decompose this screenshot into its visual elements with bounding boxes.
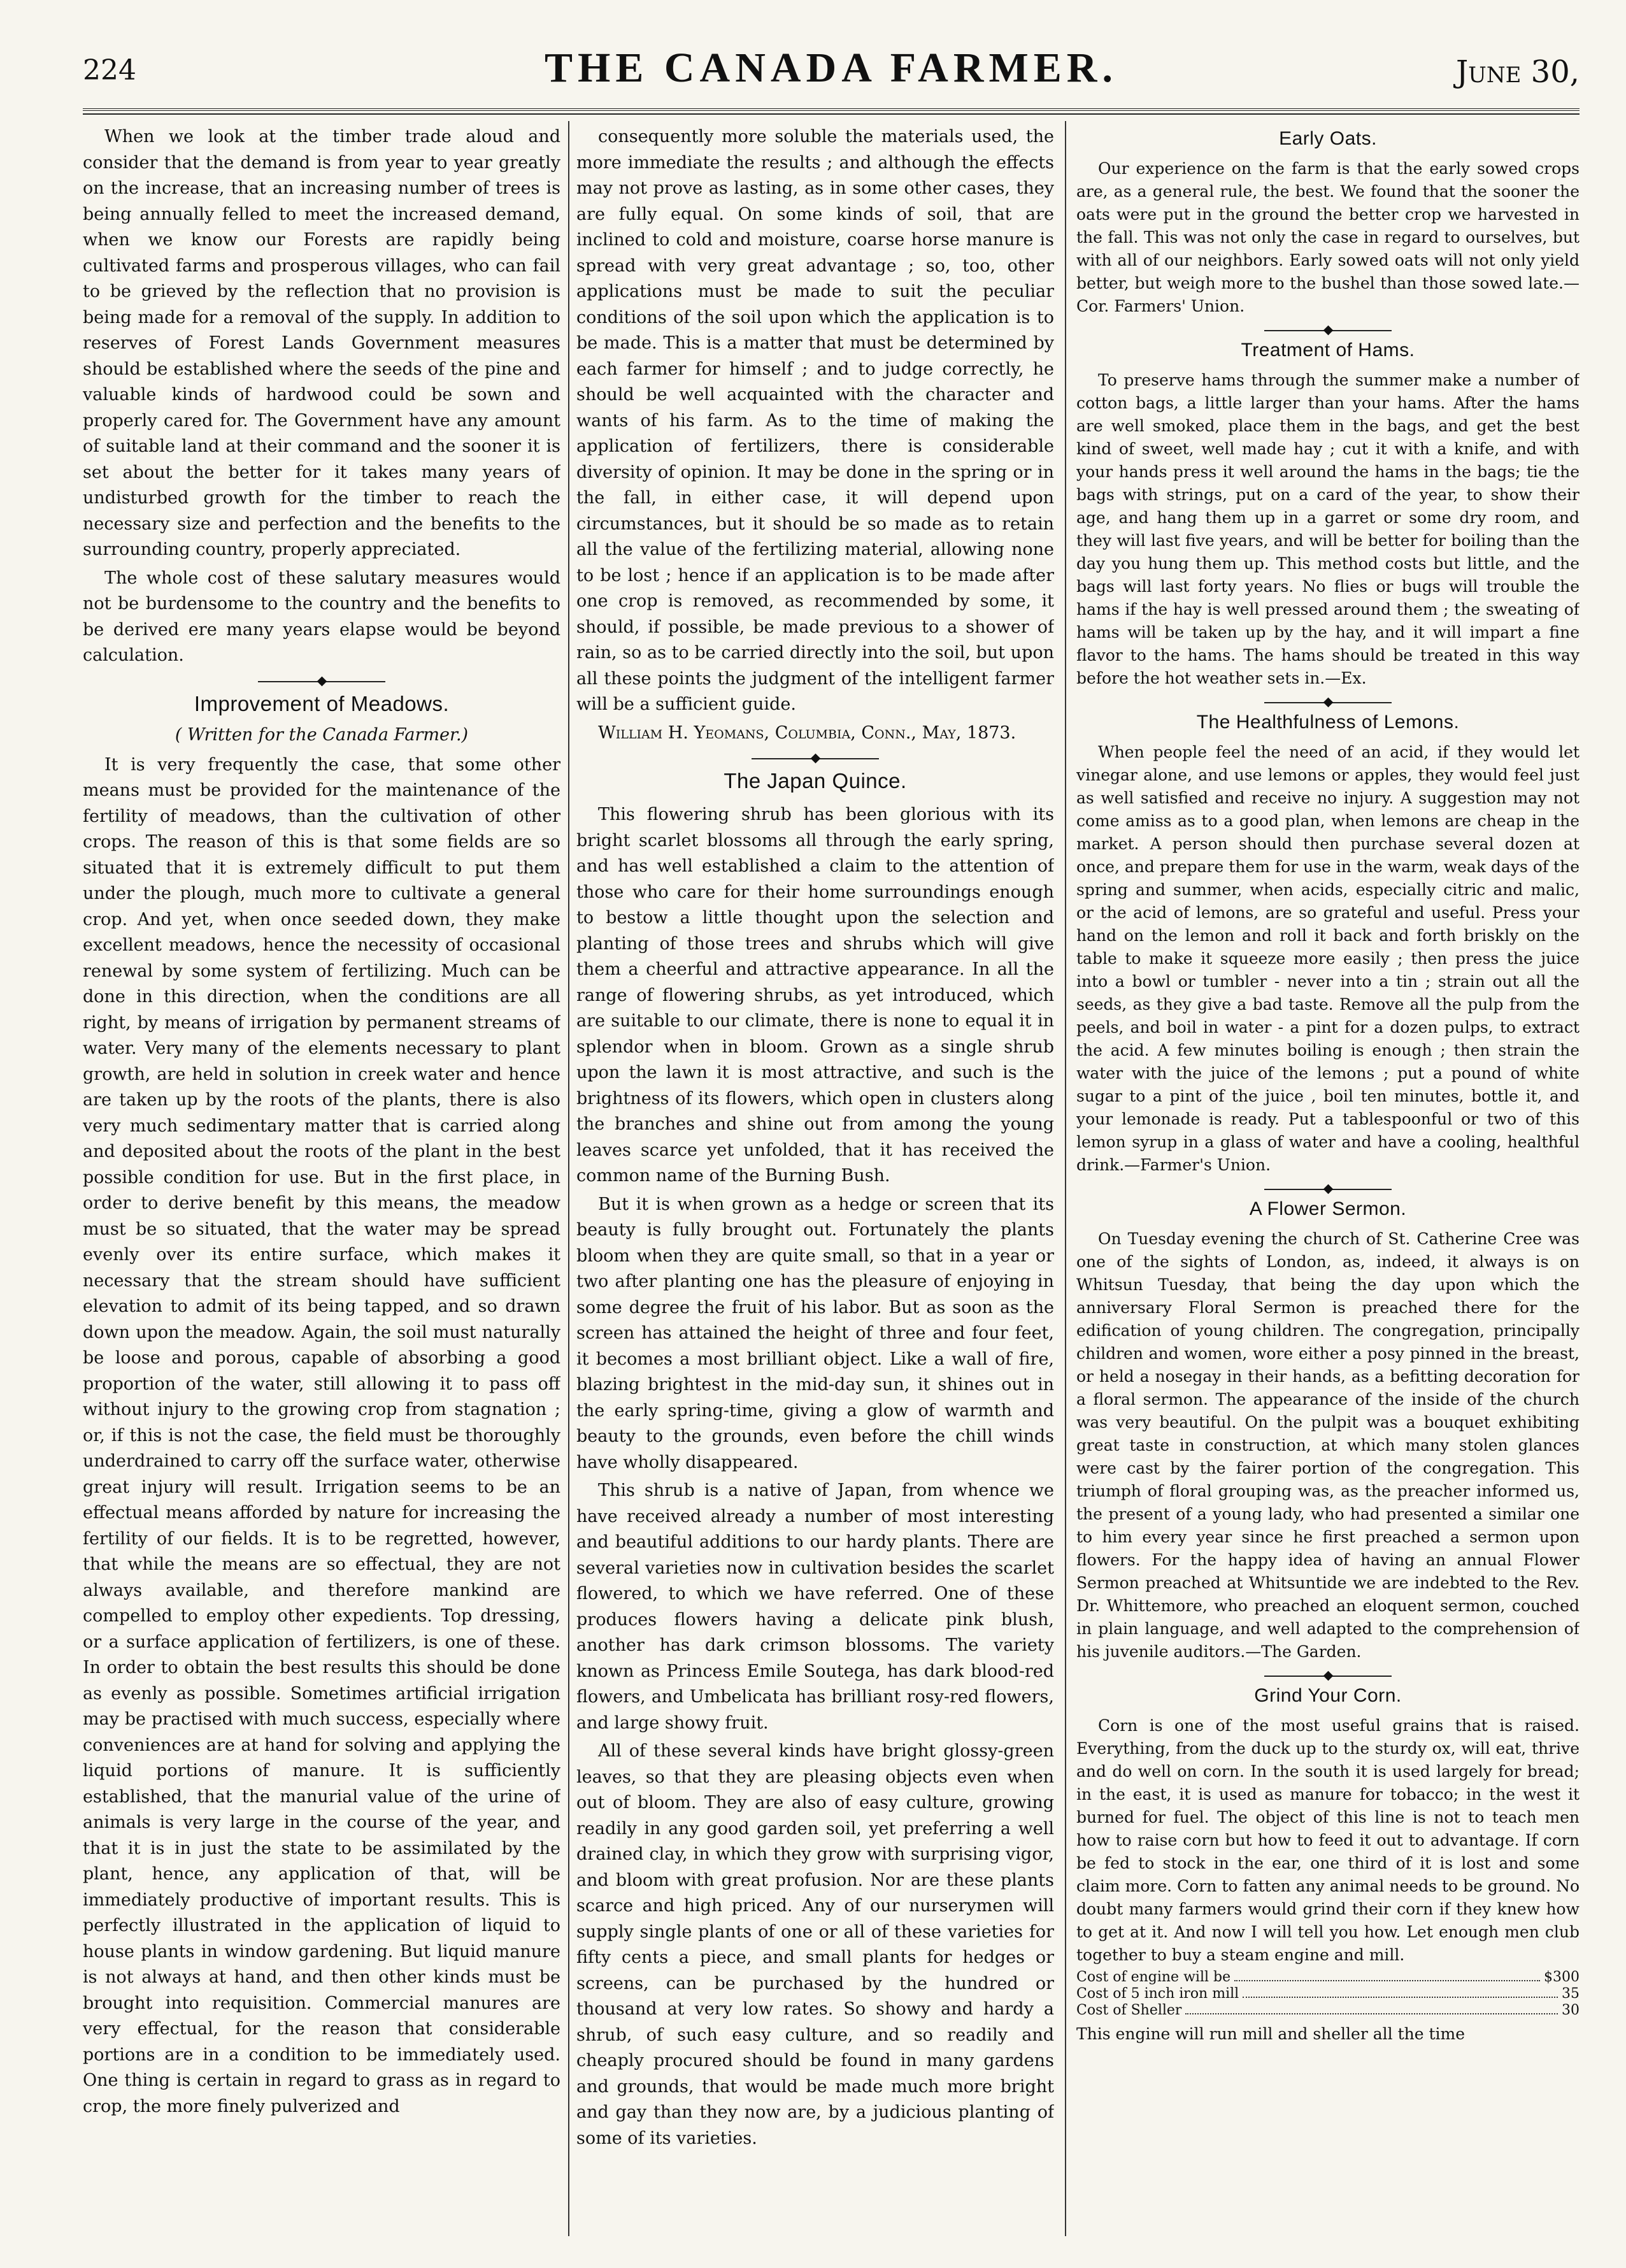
paragraph: Our experience on the farm is that the early sowed crops are, as a general rule, the best. We found that the sooner the oats were put in the ground the better crop we harvested in the fall. This was not only the case in regard to ourselves, but with all of our neighbors. Early sowed oats will not only yield better, but weigh more to the bushel than those sowed late.—Cor. Farmers' Union.: [1076, 159, 1580, 315]
column-left: [83, 124, 560, 2230]
article-heading-meadows: Improvement of Meadows.: [194, 691, 450, 715]
paragraph: All of these several kinds have bright glossy-green leaves, so that they are pleasing objects even when out of bloom. They are also of easy culture, growing readily in any good garden soil, yet preferring a well drained clay, in which they grow with surprising vigor, and bloom with great profusion. Nor are these plants scarce and high priced. Any of our nurserymen will supply single plants of one or all of these varieties for fifty cents a piece, and small plants for hedges or screens, can be purchased by the hundred or thousand at very low rates. So showy and hardy a shrub, of such easy culture, and so readily and cheaply procured should be found in many gardens and grounds, that would be made much more bright and gay than they now are, by a judicious planting of some of its varieties.: [576, 1741, 1054, 2148]
paragraph: This shrub is a native of Japan, from whence we have received already a number of most interesting and beautiful additions to our hardy plants. There are several varieties now in cultivation besides the scarlet flowered, to which we have referred. One of these produces flowers having a delicate pink blush, another has dark crimson blossoms. The variety known as Princess Emile Soutega, has dark blood-red flowers, and Umbelicata has brilliant rosy-red flowers, and large showy fruit.: [576, 1481, 1054, 1733]
cost-label: Cost of engine will be: [1076, 1969, 1231, 1985]
paragraph: The whole cost of these salutary measures would not be burdensome to the country and the benefits to be derived ere many years elapse would be beyond calculation.: [83, 568, 560, 665]
paragraph: On Tuesday evening the church of St. Catherine Cree was one of the sights of London, as, indeed, it always is on Whitsun Tuesday, that being the day upon which the anniversary Floral Sermon is preached there for the edification of young children. The congregation, principally children and women, wore either a posy pinned in the breast, or held a nosegay in their hands, as a befitting decoration for a floral sermon. The appearance of the inside of the church was very beautiful. On the pulpit was a bouquet exhibiting great taste in construction, at which many stolen glances were cast by the fairer portion of the congregation. This triumph of floral grouping was, as the preacher informed us, the present of a young lady, who had presented a similar one to him every year since he first preached a sermon upon flowers. For the happy idea of having an annual Flower Sermon preached at Whitsuntide we are indebted to the Rev. Dr. Whittemore, who preached an eloquent sermon, couched in plain language, and well adapted to the comprehension of his juvenile auditors.—The Garden.: [1076, 1230, 1580, 1661]
paragraph: This engine will run mill and sheller all the time: [1076, 2025, 1465, 2043]
column-right: [1076, 124, 1580, 2230]
article-heading-corn: Grind Your Corn.: [1254, 1685, 1402, 1706]
paragraph: When people feel the need of an acid, if they would let vinegar alone, and use lemons or apples, they would feel just as well satisfied and receive no injury. A suggestion may not come amiss as to a good plan, when lemons are cheap in the market. A person should then purchase several dozen at once, and prepare them for use in the warm, weak days of the spring and summer, when acids, especially citric and malic, or the acid of lemons, are so grateful and useful. Press your hand on the lemon and roll it back and forth briskly on the table to make it squeeze more easily ; then press the juice into a bowl or tumbler - never into a tin ; strain out all the seeds, as they give a bad taste. Remove all the pulp from the peels, and boil in water - a pint for a dozen pulps, to extract the acid. A few minutes boiling is enough ; then strain the water with the juice of the lemons ; put a pound of white sugar to a pint of the juice , boil ten minutes, bottle it, and your lemonade is ready. Put a tablespoonful or two of this lemon syrup in a glass of water and have a cooling, healthful drink.—Farmer's Union.: [1076, 743, 1580, 1174]
cost-label: Cost of 5 inch iron mill: [1076, 1986, 1239, 2002]
masthead: [83, 35, 1580, 111]
cost-row: [1076, 1969, 1580, 1986]
article-heading-quince: The Japan Quince.: [724, 769, 907, 793]
article-byline: ( Written for the Canada Farmer.): [175, 724, 469, 745]
cost-label: Cost of Sheller: [1076, 2002, 1182, 2018]
cost-value: $300: [1544, 1969, 1580, 1985]
cost-row: [1076, 1986, 1580, 2002]
leader-dots: [1185, 2002, 1558, 2014]
cost-row: [1076, 2002, 1580, 2019]
newspaper-title: THE CANADA FARMER.: [545, 45, 1118, 91]
paragraph: But it is when grown as a hedge or screen that its beauty is fully brought out. Fortunately the plants bloom when they are quite small, so that in a year or two after planting one has the pleasure of enjoying in some degree the fruit of his labor. But as soon as the screen has attained the height of three and four feet, it becomes a most brilliant object. Like a wall of fire, blazing brightest in the mid-day sun, it shines out in the early spring-time, giving a glow of warmth and beauty to the grounds, even before the chill winds have wholly disappeared.: [576, 1194, 1054, 1472]
paragraph: It is very frequently the case, that some other means must be provided for the maintenance of the fertility of meadows, than the cultivation of other crops. The reason of this is that some fields are so situated that it is extremely difficult to put them under the plough, much more to cultivate a general crop. And yet, when once seeded down, they make excellent meadows, hence the necessity of occasional renewal by some system of fertilizing. Much can be done in this direction, when the conditions are all right, by means of irrigation by permanent streams of water. Very many of the elements necessary to plant growth, are held in solution in creek water and hence are taken up by the roots of the plants, there is also very much sedimentary matter that is carried along and deposited about the roots of the plant in the best possible condition for use. But in the first place, in order to derive benefit by this means, the meadow must be so situated, that the water may be spread evenly over its entire surface, which makes it necessary that the stream should have sufficient elevation to admit of its being tapped, and so drawn down upon the meadow. Again, the soil must naturally be loose and porous, capable of absorbing a good proportion of the water, still allowing it to pass off without injury to the growing crop from stagnation ; or, if this is not the case, the field must be thoroughly underdrained to carry off the surface water, otherwise great injury will result. Irrigation seems to be an effectual means afforded by nature for increasing the fertility of our fields. It is to be regretted, however, that while the means are so effectual, they are not always available, and therefore mankind are compelled to employ other expedients. Top dressing, or a surface application of fertilizers, is one of these. In order to obtain the best results this should be done as evenly as possible. Sometimes artificial irrigation may be practised with much success, especially where conveniences are at hand for solving and applying the liquid portions of manure. It is sufficiently established, that the manurial value of the urine of animals is very large in the course of the year, and that it is in just the state to be assimilated by the plant, hence, any application of that, will be immediately productive of important results. This is perfectly illustrated in the application of liquid to house plants in window gardening. But liquid manure is not always at hand, and then other kinds must be brought into requisition. Commercial manures are very effectual, for the reason that considerable portions are in a condition to be immediately used. One thing is certain in regard to grass as in regard to crop, the more finely pulverized and: [83, 754, 560, 2116]
leader-dots: [1234, 1969, 1540, 1981]
issue-date: June 30,: [1455, 54, 1580, 90]
section-separator: [752, 755, 879, 763]
article-heading-hams: Treatment of Hams.: [1241, 340, 1415, 361]
column-middle: [576, 124, 1054, 2230]
article-signature: William H. Yeomans, Columbia, Conn., May, 1873.: [598, 722, 1016, 743]
section-separator: [1264, 699, 1392, 707]
column-divider: [1065, 121, 1066, 2236]
masthead-rule: [83, 108, 1580, 115]
paragraph: When we look at the timber trade aloud and consider that the demand is from year to year greatly on the increase, that an increasing number of trees is being annually felled to meet the increased demand, when we know our Forests are rapidly being cultivated farms and prosperous villages, who can fail to be grieved by the reflection that no provision is being made for a removal of the supply. In addition to reserves of Forest Lands Government measures should be established where the seeds of the pine and valuable kinds of hardwood could be sown and properly cared for. The Government have any amount of suitable land at their command and the sooner it is set about the better for it takes many years of undisturbed growth for the timber to reach the necessary size and perfection and the benefits to the surrounding country, properly appreciated.: [83, 127, 560, 559]
paragraph: To preserve hams through the summer make a number of cotton bags, a little larger than your hams. After the hams are well smoked, place them in the bags, and get the best kind of sweet, well made hay ; cut it with a knife, and with your hands press it well around the hams in the bags; tie the bags with strings, put on a card of the year, to show their age, and hang them up in a garret or some dry room, and they will last five years, and will be better for boiling than the day you hung them up. This method costs but little, and the bags will last forty years. No flies or bugs will trouble the hams if the hay is well pressed around them ; the sweating of hams will be taken up by the hay, and it will impart a fine flavor to the hams. The hams should be treated in this way before the hot weather sets in.—Ex.: [1076, 371, 1580, 687]
paragraph: consequently more soluble the materials used, the more immediate the results ; and although the effects may not prove as lasting, as in some other cases, they are fully equal. On some kinds of soil, that are inclined to cold and moisture, coarse horse manure is spread with very great advantage ; so, too, other applications must be made to suit the peculiar conditions of the soil upon which the application is to be made. This is a matter that must be determined by each farmer for himself ; and to judge correctly, he should be well acquainted with the character and wants of his farm. As to the time of making the application of fertilizers, there is considerable diversity of opinion. It may be done in the spring or in the fall, in either case, it will depend upon circumstances, but it should be so made as to retain all the value of the fertilizing material, allowing none to be lost ; hence if an application is to be made after one crop is removed, as recommended by some, it should, if possible, be made previous to a shower of rain, so as to be carried directly into the soil, but upon all these points the judgment of the intelligent farmer will be a sufficient guide.: [576, 127, 1054, 714]
article-heading-lemons: The Healthfulness of Lemons.: [1196, 712, 1460, 733]
section-separator: [1264, 1186, 1392, 1193]
section-separator: [1264, 327, 1392, 334]
section-separator: [1264, 1672, 1392, 1680]
cost-value: 35: [1562, 1986, 1580, 2002]
cost-value: 30: [1562, 2002, 1580, 2018]
paragraph: This flowering shrub has been glorious with its bright scarlet blossoms all through the early spring, and has well established a claim to the attention of those who care for their home surroundings enough to bestow a little thought upon the selection and planting of those trees and shrubs which will give them a cheerful and attractive appearance. In all the range of flowering shrubs, as yet introduced, which are suitable to our climate, there is none to equal it in splendor when in bloom. Grown as a single shrub upon the lawn it is most attractive, and such is the brightness of its flowers, which open in clusters along the branches and shine out from among the young leaves scarce yet unfolded, that it has received the common name of the Burning Bush.: [576, 805, 1054, 1186]
cost-table: [1076, 1969, 1580, 2019]
article-heading-oats: Early Oats.: [1279, 128, 1377, 149]
paragraph: Corn is one of the most useful grains that is raised. Everything, from the duck up to the sturdy ox, will eat, thrive and do well on corn. In the south it is used largely for bread; in the east, it is used as manure for tobacco; in the west it burned for fuel. The object of this line is not to teach men how to raise corn but how to feed it out to advantage. If corn be fed to stock in the ear, one third of it is lost and some claim more. Corn to fatten any animal needs to be ground. No doubt many farmers would grind their corn if they knew how to get at it. And now I will tell you how. Let enough men club together to buy a steam engine and mill.: [1076, 1716, 1580, 1964]
leader-dots: [1243, 1986, 1558, 1998]
article-heading-sermon: A Flower Sermon.: [1249, 1198, 1407, 1219]
page-number: 224: [83, 54, 136, 87]
column-divider: [568, 121, 569, 2236]
section-separator: [258, 678, 385, 685]
